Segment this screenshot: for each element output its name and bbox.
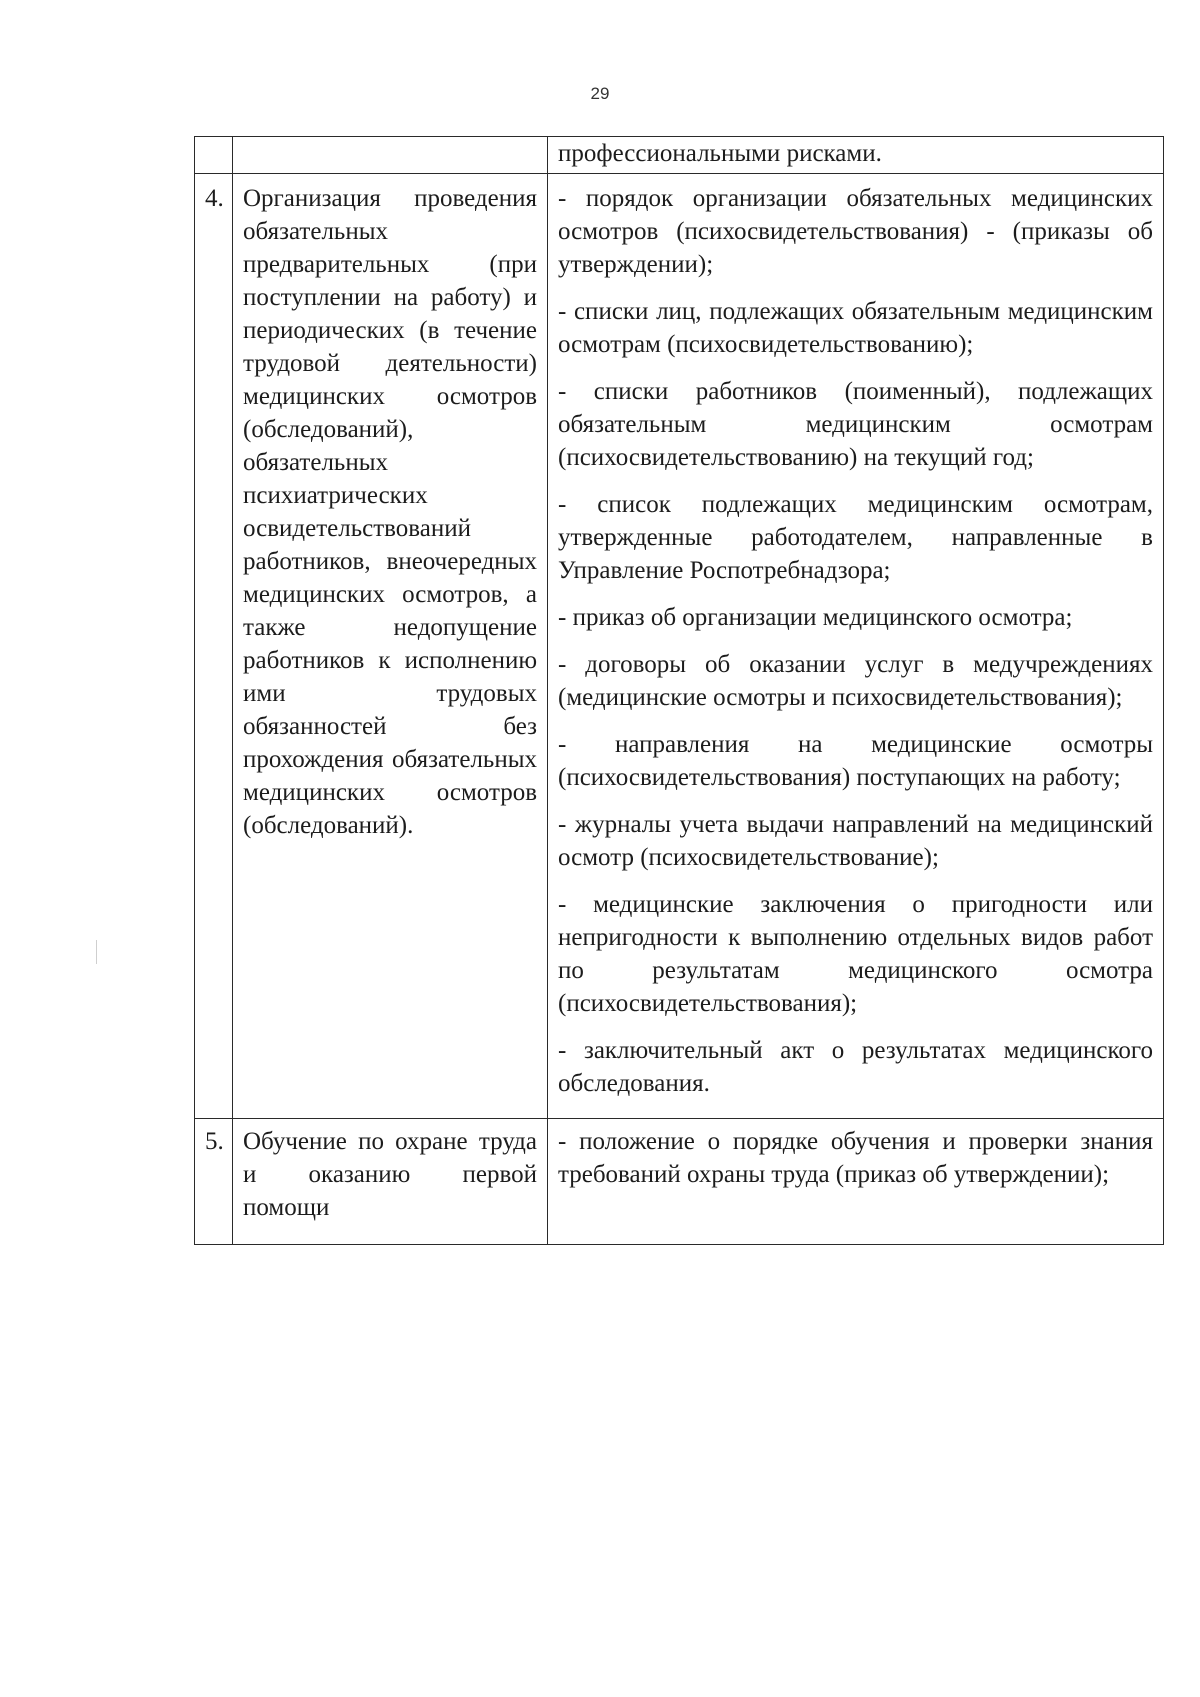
- table-cell-docs: [548, 1119, 1164, 1245]
- page-number: 29: [590, 84, 610, 103]
- table-row-5: [195, 1119, 1164, 1245]
- requirements-table: [194, 136, 1164, 1245]
- table-cell-name: Организация проведения обязательных предварительных (при поступлении на работу) и периодических (в течение трудовой деятельности) медицинских осмотров (обследований), обязательных психиатрических освидетельствований работников, внеочередных медицинских осмотров, а также недопущение работников к исполнению ими трудовых обязанностей без прохождения обязательных медицинских осмотров (обследований).: [233, 174, 548, 1119]
- doc-item: - приказ об организации медицинского осмотра;: [558, 604, 1073, 631]
- table-cell-docs: [548, 174, 1164, 1119]
- doc-item: - список подлежащих медицинским осмотрам, утвержденные работодателем, направленные в Управление Роспотребнадзора;: [558, 491, 1153, 584]
- doc-item: - порядок организации обязательных медицинских осмотров (психосвидетельствования) - (приказы об утверждении);: [558, 185, 1153, 278]
- table-cell-docs: [548, 137, 1164, 174]
- table-cell-name: Обучение по охране труда и оказанию первой помощи: [233, 1119, 548, 1245]
- doc-item: профессиональными рисками.: [558, 140, 882, 167]
- table-cell-num: 4.: [195, 174, 233, 1119]
- table-cell-num: [195, 137, 233, 174]
- doc-item: - заключительный акт о результатах медицинского обследования.: [558, 1037, 1153, 1097]
- doc-item: - журналы учета выдачи направлений на медицинский осмотр (психосвидетельствование);: [558, 811, 1153, 871]
- table-cell-name: [233, 137, 548, 174]
- table-cell-num: 5.: [195, 1119, 233, 1245]
- table-row-continuation: [195, 137, 1164, 174]
- doc-item: - списки работников (поименный), подлежащих обязательным медицинским осмотрам (психосвидетельствованию) на текущий год;: [558, 378, 1153, 471]
- doc-item: - положение о порядке обучения и проверки знания требований охраны труда (приказ об утверждении);: [558, 1128, 1153, 1188]
- table-row-4: [195, 174, 1164, 1119]
- doc-item: - направления на медицинские осмотры (психосвидетельствования) поступающих на работу;: [558, 731, 1153, 791]
- doc-item: - списки лиц, подлежащих обязательным медицинским осмотрам (психосвидетельствованию);: [558, 298, 1153, 358]
- doc-item: - договоры об оказании услуг в медучреждениях (медицинские осмотры и психосвидетельствования);: [558, 651, 1153, 711]
- scan-artifact: [96, 940, 97, 964]
- doc-item: - медицинские заключения о пригодности или непригодности к выполнению отдельных видов работ по результатам медицинского осмотра (психосвидетельствования);: [558, 891, 1153, 1017]
